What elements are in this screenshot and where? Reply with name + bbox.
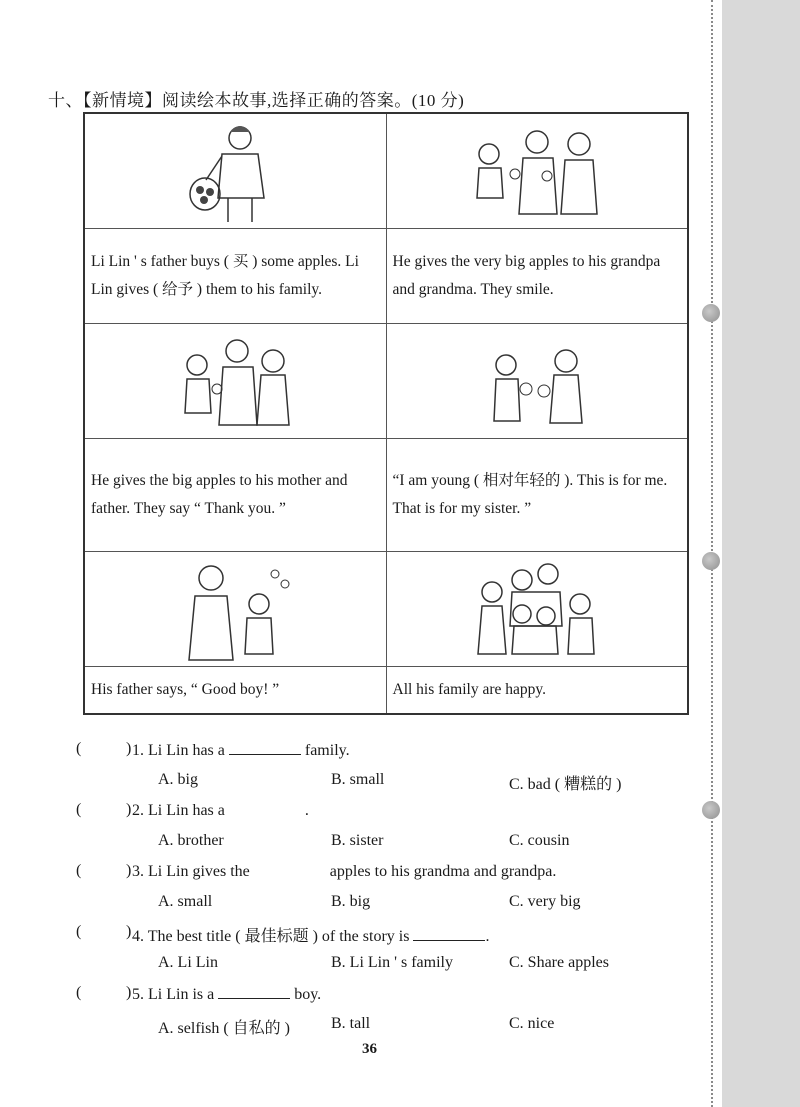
section-heading — [48, 86, 464, 111]
option-a: A. Li Lin — [158, 953, 218, 971]
option-c: C. very big — [509, 892, 581, 910]
section-instruction: 阅读绘本故事,选择正确的答案。(10 分) — [162, 91, 465, 110]
questions — [76, 736, 706, 1041]
option-c: C. Share apples — [509, 953, 609, 971]
question-stem-start: 5. Li Lin is a — [132, 986, 215, 1003]
story-table — [83, 112, 689, 715]
answer-paren-close: ) — [126, 862, 132, 879]
question-stem-end: family. — [304, 742, 350, 759]
question-stem — [132, 984, 321, 1004]
question-stem-start: 3. Li Lin gives the — [132, 863, 250, 880]
boy-with-parents-illustration — [175, 331, 295, 431]
whole-family-illustration — [472, 556, 602, 662]
question-stem-end: . — [304, 802, 309, 819]
answer-paren-close: ) — [126, 923, 132, 940]
option-b: B. tall — [331, 1014, 371, 1032]
options-2 — [76, 828, 706, 859]
option-b: B. big — [331, 892, 371, 910]
section-tag: 【新情境】 — [83, 91, 162, 111]
answer-paren-open: ( — [76, 740, 82, 757]
options-4 — [76, 950, 706, 981]
answer-blank[interactable] — [229, 801, 301, 815]
question-2 — [76, 797, 706, 828]
question-stem — [132, 923, 489, 946]
question-stem-end: boy. — [294, 986, 322, 1003]
question-5 — [76, 980, 706, 1011]
answer-blank[interactable] — [229, 740, 301, 755]
option-c: C. nice — [509, 1014, 555, 1032]
option-b: B. small — [331, 770, 385, 788]
story-picture-6 — [386, 552, 688, 667]
option-a: A. big — [158, 770, 198, 788]
story-caption-5: His father says, “ Good boy! ” — [84, 667, 386, 715]
answer-paren-close: ) — [126, 740, 132, 757]
boy-with-sister-illustration — [482, 331, 592, 431]
option-a: A. small — [158, 892, 213, 910]
option-a: A. selfish ( 自私的 ) — [158, 1019, 290, 1037]
story-caption-6: All his family are happy. — [386, 667, 688, 715]
question-stem — [132, 862, 556, 881]
question-stem-end: apples to his grandma and grandpa. — [329, 863, 557, 880]
story-picture-2 — [386, 113, 688, 229]
section-number: 十、 — [48, 91, 83, 110]
story-caption-3: He gives the big apples to his mother and father. They say “ Thank you. ” — [84, 439, 386, 552]
story-caption-2: He gives the very big apples to his grandpa and grandma. They smile. — [386, 229, 688, 324]
answer-paren-open: ( — [76, 801, 82, 818]
margin-strip — [722, 0, 800, 1107]
option-b: B. sister — [331, 831, 384, 849]
option-c: C. bad ( 糟糕的 ) — [509, 775, 622, 793]
option-b: B. Li Lin ' s family — [331, 953, 453, 971]
question-stem-start: 2. Li Lin has a — [132, 802, 225, 819]
options-1 — [76, 767, 706, 798]
answer-paren-open: ( — [76, 984, 82, 1001]
page-number: 36 — [362, 1041, 377, 1057]
question-4 — [76, 919, 706, 950]
answer-paren-close: ) — [126, 801, 132, 818]
story-picture-3 — [84, 324, 386, 439]
answer-paren-open: ( — [76, 923, 82, 940]
question-stem-end: . — [485, 928, 490, 945]
question-1 — [76, 736, 706, 767]
question-3 — [76, 858, 706, 889]
story-picture-5 — [84, 552, 386, 667]
binding-hole-icon — [702, 304, 720, 322]
question-stem-start: 1. Li Lin has a — [132, 742, 225, 759]
story-picture-1 — [84, 113, 386, 229]
binding-hole-icon — [702, 552, 720, 570]
option-a: A. brother — [158, 831, 224, 849]
options-5 — [76, 1011, 706, 1042]
options-3 — [76, 889, 706, 920]
option-c: C. cousin — [509, 831, 570, 849]
answer-blank[interactable] — [413, 926, 485, 941]
boy-with-grandparents-illustration — [467, 118, 607, 224]
question-stem-start: 4. The best title ( 最佳标题 ) of the story is — [132, 928, 410, 945]
question-stem — [132, 801, 309, 820]
answer-blank[interactable] — [254, 862, 326, 876]
answer-paren-open: ( — [76, 862, 82, 879]
story-caption-4: “I am young ( 相对年轻的 ). This is for me. That is for my sister. ” — [386, 439, 688, 552]
answer-paren-close: ) — [126, 984, 132, 1001]
question-stem — [132, 740, 350, 760]
story-picture-4 — [386, 324, 688, 439]
story-caption-1: Li Lin ' s father buys ( 买 ) some apples. Li Lin gives ( 给予 ) them to his family. — [84, 229, 386, 324]
father-with-apples-illustration — [180, 118, 290, 224]
answer-blank[interactable] — [218, 984, 290, 999]
father-praising-boy-illustration — [175, 556, 295, 662]
